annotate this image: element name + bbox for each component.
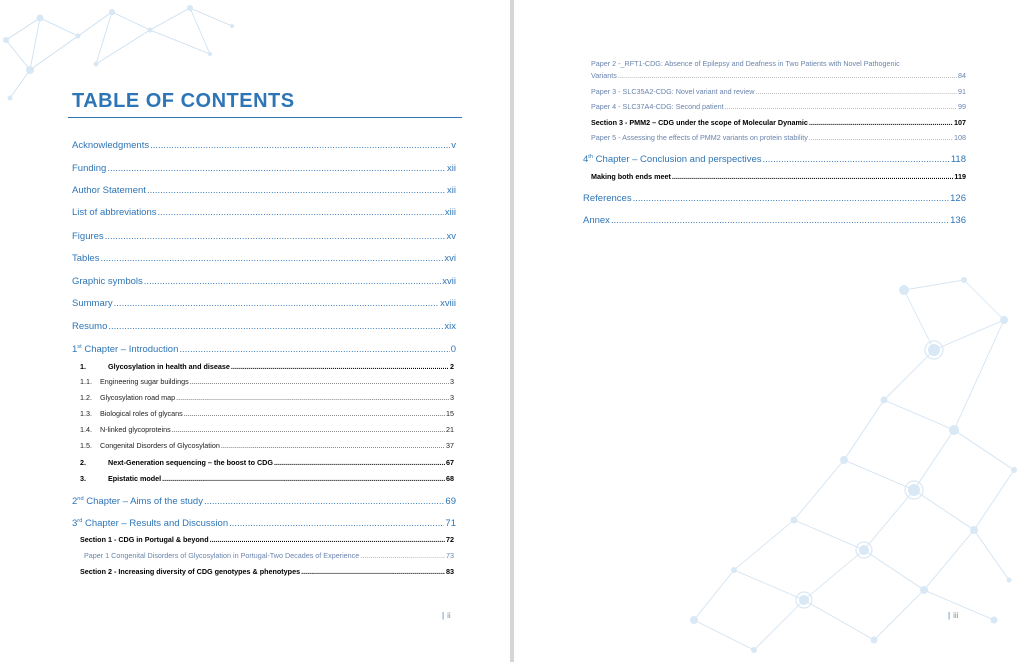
paper2-title-line: Paper 2 -_RFT1-CDG: Absence of Epilepsy and Deafness in Two Patients with Novel Pathogenic — [591, 59, 900, 68]
toc-entry-number: 2. — [80, 458, 86, 467]
ordinal-suffix: st — [77, 343, 82, 350]
left-toc-entry[interactable] — [80, 474, 454, 483]
dot-leader — [763, 154, 950, 165]
toc-entry-label: Summary — [72, 298, 113, 309]
right-toc-entry[interactable] — [591, 172, 966, 181]
toc-entry-label: Epistatic model — [108, 474, 162, 483]
toc-entry-page-number: 71 — [445, 518, 456, 529]
toc-entry-label: Paper 4 - SLC37A4-CDG: Second patient — [591, 102, 724, 111]
left-toc-entry[interactable] — [72, 207, 456, 218]
dot-leader — [611, 215, 949, 226]
dot-leader — [147, 185, 446, 196]
left-toc-entry[interactable] — [80, 377, 454, 386]
ordinal-suffix: nd — [77, 495, 84, 502]
toc-entry-page-number: 99 — [958, 102, 966, 111]
dot-leader — [172, 425, 445, 434]
toc-entry-label: Annex — [583, 215, 610, 226]
dot-leader — [809, 118, 953, 127]
toc-entry-label — [583, 154, 762, 165]
toc-entry-page-number: 2 — [450, 362, 454, 371]
toc-entry-number: 1.1. — [80, 377, 92, 386]
dot-leader — [158, 207, 444, 218]
toc-entry-page-number: xvi — [444, 253, 456, 264]
right-toc-entry[interactable] — [591, 102, 966, 111]
left-toc-entry[interactable] — [80, 362, 454, 371]
right-toc-entry[interactable] — [591, 133, 966, 142]
left-toc-entry[interactable] — [72, 253, 456, 264]
toc-entry-label — [72, 518, 228, 529]
toc-entry-page-number: 136 — [950, 215, 966, 226]
toc-entry-page-number: xv — [446, 231, 456, 242]
toc-entry-label: Funding — [72, 163, 107, 174]
dot-leader — [633, 193, 950, 204]
toc-entry-label: Biological roles of glycans — [100, 409, 183, 418]
dot-leader — [114, 298, 440, 309]
toc-entry-number: 1.4. — [80, 425, 92, 434]
dot-leader — [184, 409, 445, 418]
left-toc-entry[interactable] — [72, 231, 456, 242]
ordinal-suffix: th — [588, 153, 594, 160]
dot-leader — [204, 496, 444, 507]
toc-entry-label: Acknowledgments — [72, 140, 150, 151]
dot-leader — [755, 87, 957, 96]
right-toc-entry[interactable] — [583, 215, 966, 226]
left-page — [0, 0, 510, 662]
toc-entry-page-number: 72 — [446, 535, 454, 544]
toc-entry-number: 1.3. — [80, 409, 92, 418]
toc-entry-page-number: 91 — [958, 87, 966, 96]
dot-leader — [210, 535, 445, 544]
left-toc-entry[interactable] — [72, 496, 456, 507]
toc-title: TABLE OF CONTENTS — [72, 90, 295, 112]
left-toc-entry[interactable] — [80, 425, 454, 434]
toc-entry-label: Paper 5 - Assessing the effects of PMM2 variants on protein stability — [591, 133, 808, 142]
toc-entry-label: Glycosylation road map — [100, 393, 176, 402]
left-toc-entry[interactable] — [84, 551, 454, 560]
toc-entry-page-number: 84 — [958, 71, 966, 80]
dot-leader — [176, 393, 449, 402]
dot-leader — [274, 458, 445, 467]
chapter-title: Chapter – Conclusion and perspectives — [593, 154, 762, 165]
toc-entry-label: Figures — [72, 231, 104, 242]
chapter-title: Chapter – Introduction — [81, 344, 179, 355]
ordinal-suffix: rd — [77, 517, 83, 524]
toc-entry-page-number: 118 — [950, 154, 966, 165]
toc-entry-label: References — [583, 193, 632, 204]
dot-leader — [221, 441, 445, 450]
toc-entry-page-number: xii — [447, 185, 456, 196]
dot-leader — [100, 253, 443, 264]
left-toc-entry[interactable] — [72, 163, 456, 174]
left-toc-entry[interactable] — [80, 567, 454, 576]
left-toc-entry[interactable] — [80, 535, 454, 544]
chapter-number: 3 — [72, 518, 78, 529]
toc-entry-page-number: 21 — [446, 425, 454, 434]
page-number-right: | iii — [948, 611, 959, 620]
toc-entry-page-number: 0 — [450, 344, 456, 355]
left-toc-entry[interactable] — [72, 276, 456, 287]
toc-entry-page-number: 15 — [446, 409, 454, 418]
toc-entry-label: Variants — [591, 71, 617, 80]
dot-leader — [190, 377, 449, 386]
network-decoration-bottom-right — [674, 260, 1024, 662]
right-toc-entry[interactable] — [583, 193, 966, 204]
toc-entry-label — [72, 496, 203, 507]
left-toc-entry[interactable] — [72, 185, 456, 196]
dot-leader — [360, 551, 445, 560]
toc-entry-page-number: xiii — [444, 207, 456, 218]
toc-entry-number: 1.5. — [80, 441, 92, 450]
toc-entry-label: Resumo — [72, 321, 108, 332]
toc-entry-page-number: 83 — [446, 567, 454, 576]
left-toc-entry[interactable] — [72, 344, 456, 355]
dot-leader — [150, 140, 450, 151]
chapter-title: Chapter – Aims of the study — [83, 496, 203, 507]
dot-leader — [672, 172, 954, 181]
right-toc-entry[interactable] — [591, 87, 966, 96]
chapter-number: 4 — [583, 154, 589, 165]
toc-entry-page-number: 108 — [954, 133, 966, 142]
toc-entry-label: Paper 3 - SLC35A2-CDG: Novel variant and review — [591, 87, 755, 96]
toc-entry-label: Engineering sugar buildings — [100, 377, 189, 386]
left-toc-entry[interactable] — [72, 518, 456, 529]
dot-leader — [108, 321, 443, 332]
toc-entry-page-number: v — [451, 140, 456, 151]
toc-entry-label: Author Statement — [72, 185, 146, 196]
toc-entry-label: Paper 1 Congenital Disorders of Glycosylation in Portugal-Two Decades of Experience — [84, 551, 360, 560]
dot-leader — [179, 344, 449, 355]
right-toc-entry[interactable] — [583, 154, 966, 165]
toc-entry-label: Section 2 - Increasing diversity of CDG genotypes & phenotypes — [80, 567, 301, 576]
toc-entry-label: Section 1 - CDG in Portugal & beyond — [80, 535, 209, 544]
toc-entry-label: Next-Generation sequencing – the boost to CDG — [108, 458, 273, 467]
right-toc-entry[interactable] — [591, 71, 966, 80]
toc-entry-number: 3. — [80, 474, 86, 483]
toc-entry-label — [72, 344, 178, 355]
dot-leader — [144, 276, 442, 287]
toc-entry-page-number: 107 — [954, 118, 966, 127]
toc-entry-label: List of abbreviations — [72, 207, 157, 218]
toc-entry-page-number: 73 — [446, 551, 454, 560]
toc-entry-page-number: xvii — [442, 276, 456, 287]
right-toc-entry[interactable] — [591, 118, 966, 127]
dot-leader — [162, 474, 445, 483]
toc-entry-page-number: 67 — [446, 458, 454, 467]
title-rule — [68, 117, 462, 118]
toc-entry-label: Congenital Disorders of Glycosylation — [100, 441, 220, 450]
toc-entry-number: 1. — [80, 362, 86, 371]
toc-entry-page-number: xviii — [440, 298, 456, 309]
toc-entry-page-number: 119 — [954, 172, 966, 181]
toc-entry-label: Tables — [72, 253, 100, 264]
toc-entry-label: N-linked glycoproteins — [100, 425, 171, 434]
dot-leader — [725, 102, 957, 111]
toc-entry-page-number: xix — [444, 321, 456, 332]
dot-leader — [107, 163, 446, 174]
toc-entry-label: Glycosylation in health and disease — [108, 362, 230, 371]
dot-leader — [301, 567, 445, 576]
chapter-number: 2 — [72, 496, 78, 507]
toc-entry-label: Section 3 - PMM2 – CDG under the scope of Molecular Dynamic — [591, 118, 808, 127]
left-toc-entry[interactable] — [72, 321, 456, 332]
toc-entry-page-number: 3 — [450, 377, 454, 386]
toc-entry-page-number: 126 — [950, 193, 966, 204]
dot-leader — [105, 231, 446, 242]
left-toc-entry[interactable] — [72, 298, 456, 309]
toc-entry-label: Graphic symbols — [72, 276, 143, 287]
dot-leader — [618, 71, 957, 80]
toc-entry-page-number: 37 — [446, 441, 454, 450]
toc-entry-page-number: 68 — [446, 474, 454, 483]
left-toc-entry[interactable] — [72, 140, 456, 151]
toc-entry-label: Making both ends meet — [591, 172, 671, 181]
left-toc-entry[interactable] — [80, 393, 454, 402]
toc-entry-page-number: 69 — [445, 496, 456, 507]
dot-leader — [231, 362, 449, 371]
right-page — [514, 0, 1024, 662]
dot-leader — [809, 133, 953, 142]
toc-entry-number: 1.2. — [80, 393, 92, 402]
chapter-number: 1 — [72, 344, 78, 355]
toc-entry-page-number: 3 — [450, 393, 454, 402]
chapter-title: Chapter – Results and Discussion — [82, 518, 229, 529]
left-toc-entry[interactable] — [80, 458, 454, 467]
left-toc-entry[interactable] — [80, 441, 454, 450]
left-toc-entry[interactable] — [80, 409, 454, 418]
toc-entry-page-number: xii — [447, 163, 456, 174]
page-number-left: | ii — [442, 611, 451, 620]
dot-leader — [229, 518, 444, 529]
